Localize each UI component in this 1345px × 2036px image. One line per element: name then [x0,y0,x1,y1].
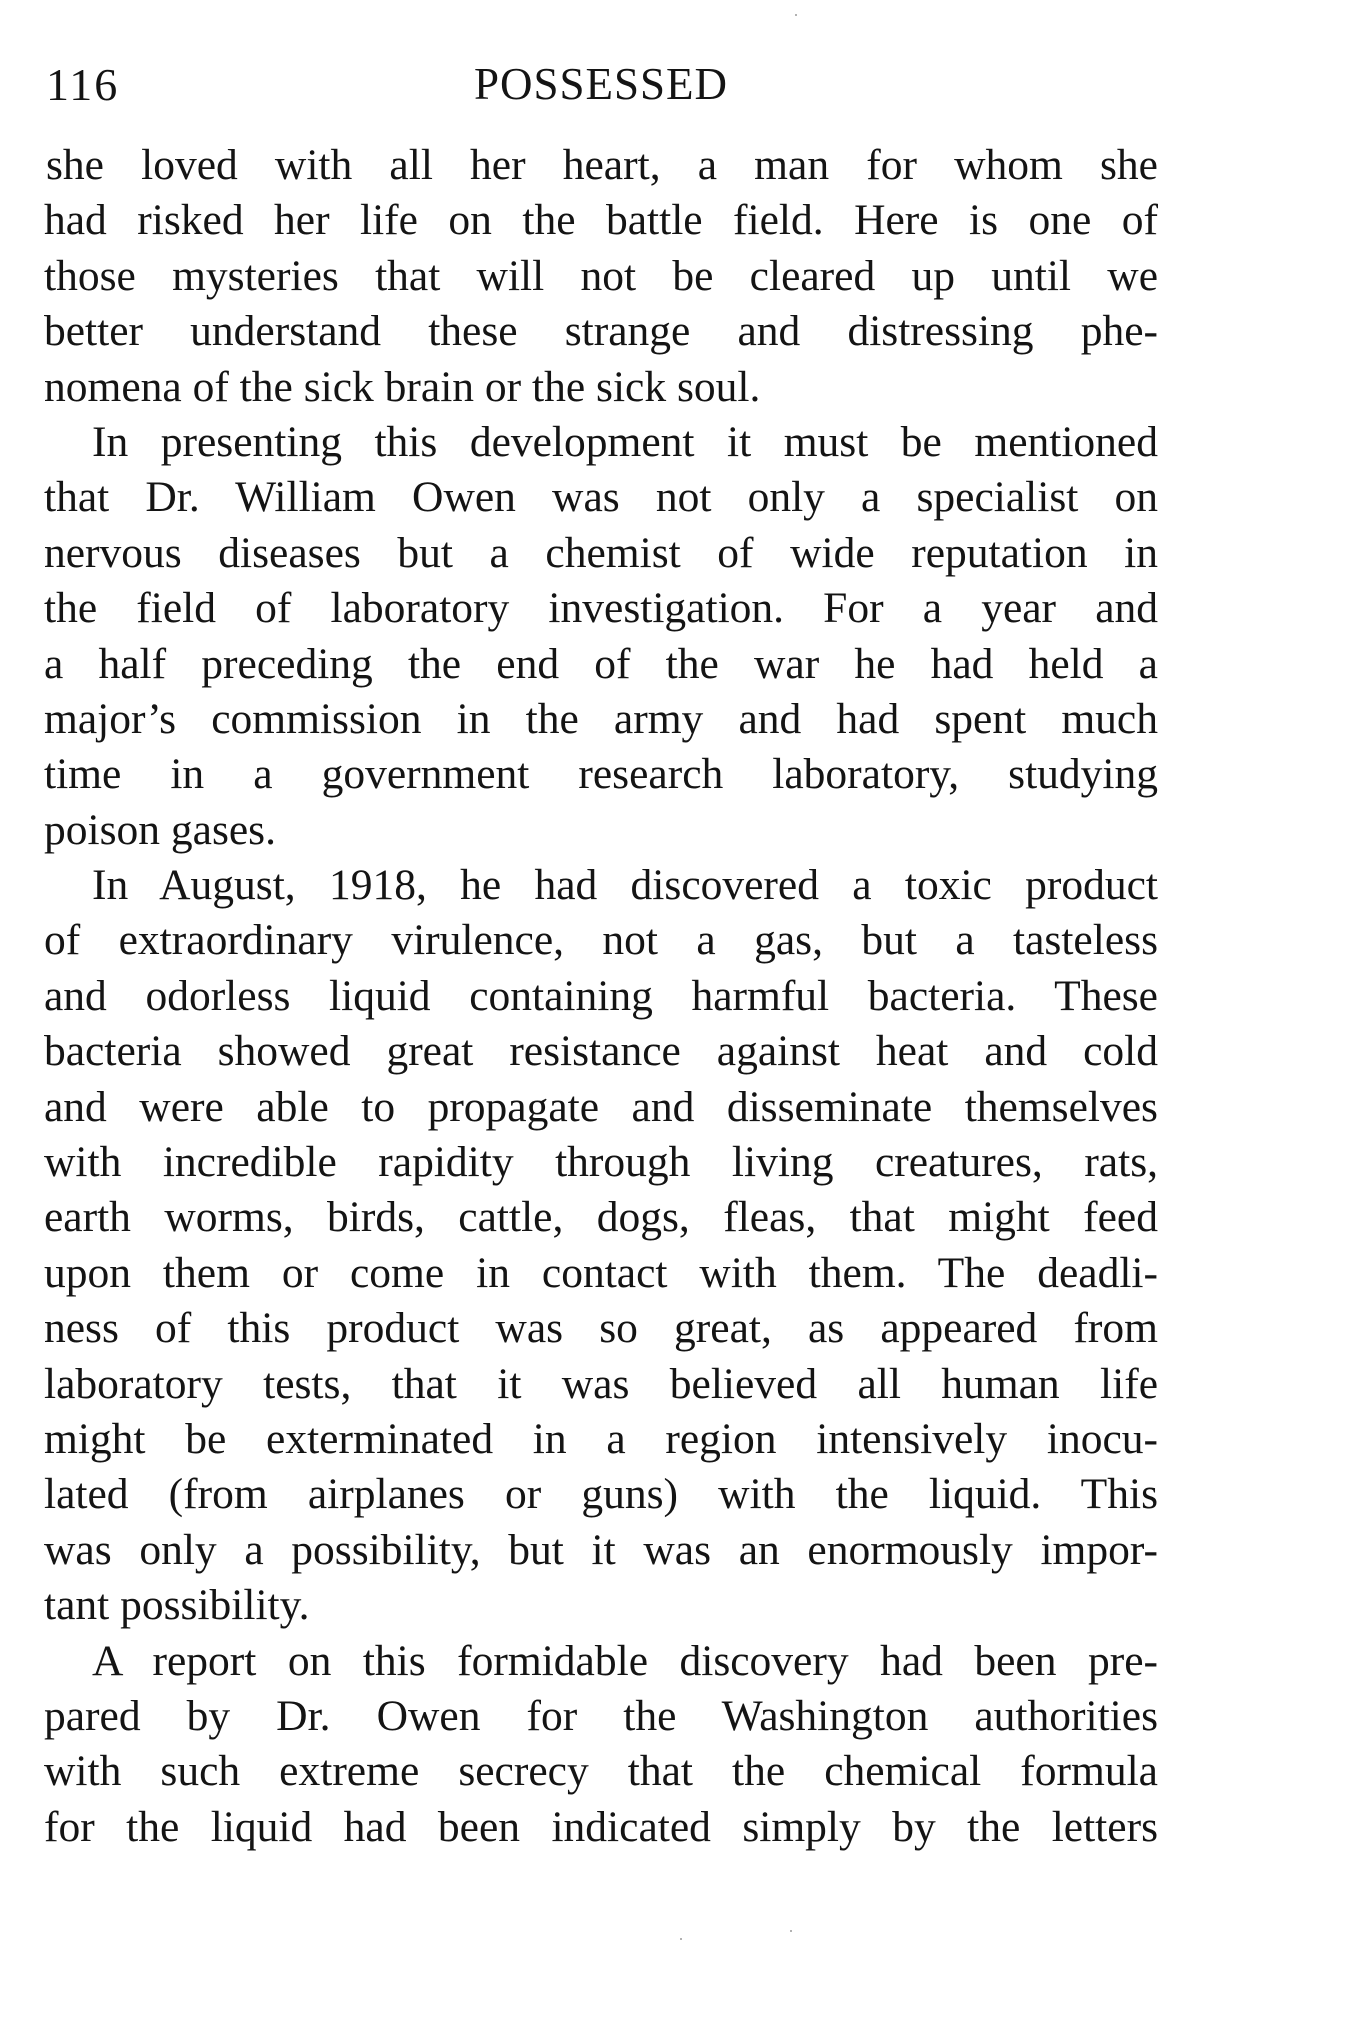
text-line: major’s commission in the army and had spent much [44,694,1158,743]
text-line: she loved with all her heart, a man for whom she [46,141,1158,189]
text-line: bacteria showed great resistance against heat and cold [44,1027,1158,1076]
text-line: earth worms, birds, cattle, dogs, fleas, that might feed [44,1193,1158,1242]
paragraph [44,1634,1158,1856]
page-number: 116 [46,59,120,110]
text-line: better understand these strange and distressing phe- [44,307,1158,356]
text-line: with such extreme secrecy that the chemical formula [44,1747,1158,1796]
text-line: might be exterminated in a region intensively inocu- [44,1414,1158,1463]
text-line: poison gases. [44,805,276,854]
text-line: tant possibility. [44,1581,310,1630]
text-line: ness of this product was so great, as appeared from [44,1304,1158,1353]
text-line: the field of laboratory investigation. For a year and [44,584,1158,633]
running-head [46,58,1156,118]
text-line: pared by Dr. Owen for the Washington authorities [44,1691,1158,1740]
text-line: time in a government research laboratory, studying [44,750,1158,799]
scan-speck [790,1930,792,1932]
scan-speck [795,14,797,16]
body-text [44,138,1158,1855]
running-title: POSSESSED [473,59,729,109]
text-line: of extraordinary virulence, not a gas, but a tasteless [44,916,1158,965]
paragraph [44,138,1158,415]
text-line: nomena of the sick brain or the sick soul. [44,362,761,411]
text-line: lated (from airplanes or guns) with the liquid. This [44,1470,1158,1519]
text-line: had risked her life on the battle field. Here is one of [44,196,1158,245]
paragraph [44,415,1158,858]
text-line: In presenting this development it must be mentioned [92,417,1158,466]
text-line: for the liquid had been indicated simply by the letters [44,1802,1158,1851]
text-line: A report on this formidable discovery had been pre- [92,1636,1158,1685]
text-line: and were able to propagate and disseminate themselves [44,1082,1158,1131]
paragraph [44,858,1158,1633]
text-line: with incredible rapidity through living creatures, rats, [44,1138,1158,1187]
text-line: those mysteries that will not be cleared up until we [44,251,1158,300]
text-line: laboratory tests, that it was believed all human life [44,1359,1158,1408]
scan-speck [680,1938,682,1940]
text-line: nervous diseases but a chemist of wide reputation in [44,528,1158,577]
text-line: upon them or come in contact with them. The deadli- [44,1248,1158,1297]
text-line: was only a possibility, but it was an enormously impor- [44,1525,1158,1574]
text-line: a half preceding the end of the war he had held a [44,639,1158,688]
text-line: In August, 1918, he had discovered a toxic product [92,861,1158,910]
text-line: that Dr. William Owen was not only a specialist on [44,473,1158,522]
text-line: and odorless liquid containing harmful bacteria. These [44,971,1158,1020]
